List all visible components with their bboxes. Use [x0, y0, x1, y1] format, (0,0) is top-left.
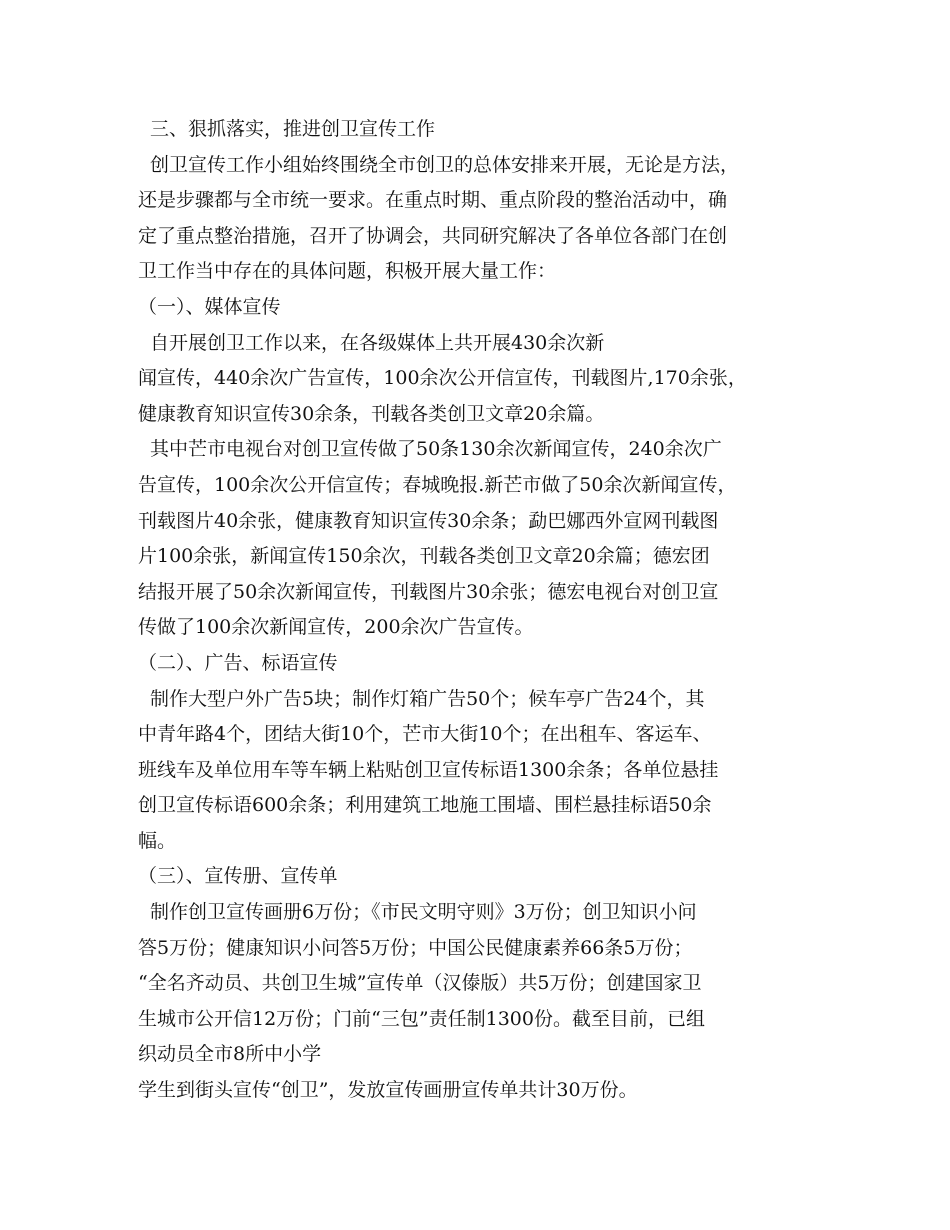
paragraph-line: 还是步骤都与全市统一要求。在重点时期、重点阶段的整治活动中，确	[138, 189, 728, 212]
paragraph-line: 幅。	[138, 829, 177, 852]
paragraph-line: 中青年路4个，团结大街10个，芒市大街10个；在出租车、客运车、	[138, 723, 712, 746]
paragraph-line: “全名齐动员、共创卫生城”宣传单（汉傣版）共5万份；创建国家卫	[138, 972, 702, 995]
subsection-heading: （三）、宣传册、宣传单	[138, 865, 338, 888]
document-body	[138, 112, 828, 1109]
paragraph-line: 片100余张，新闻宣传150余次，刊载各类创卫文章20余篇；德宏团	[138, 545, 710, 568]
paragraph-line: 制作创卫宣传画册6万份；《市民文明守则》3万份；创卫知识小问	[150, 901, 697, 924]
subsection-heading: （二）、广告、标语宣传	[138, 651, 338, 674]
section-heading: 三、狠抓落实，推进创卫宣传工作	[150, 118, 436, 140]
paragraph-line: 织动员全市8所中小学	[138, 1043, 322, 1066]
paragraph-line: 告宣传，100余次公开信宣传；春城晚报.新芒市做了50余次新闻宣传，	[138, 473, 737, 496]
paragraph-line: 创卫宣传工作小组始终围绕全市创卫的总体安排来开展，无论是方法，	[150, 153, 740, 176]
paragraph-line: 自开展创卫工作以来，在各级媒体上共开展430余次新	[150, 331, 605, 354]
paragraph-line: 闻宣传，440余次广告宣传，100余次公开信宣传，刊载图片,170余张，	[138, 367, 747, 390]
paragraph-line: 定了重点整治措施，召开了协调会，共同研究解决了各单位各部门在创	[138, 224, 728, 247]
paragraph-line: 卫工作当中存在的具体问题，积极开展大量工作：	[138, 260, 557, 283]
paragraph-line: 其中芒市电视台对创卫宣传做了50条130余次新闻宣传，240余次广	[150, 438, 722, 461]
paragraph-line: 生城市公开信12万份；门前“三包”责任制1300份。截至目前，已组	[138, 1007, 705, 1030]
paragraph-line: 创卫宣传标语600余条；利用建筑工地施工围墙、围栏悬挂标语50余	[138, 794, 712, 817]
paragraph-line: 答5万份；健康知识小问答5万份；中国公民健康素养66条5万份；	[138, 936, 693, 959]
paragraph-line: 结报开展了50余次新闻宣传，刊载图片30余张；德宏电视台对创卫宣	[138, 580, 719, 603]
paragraph-line: 传做了100余次新闻宣传，200余次广告宣传。	[138, 616, 534, 639]
paragraph-line: 制作大型户外广告5块；制作灯箱广告50个；候车亭广告24个，其	[150, 687, 705, 710]
paragraph-line: 班线车及单位用车等车辆上粘贴创卫宣传标语1300余条；各单位悬挂	[138, 758, 719, 781]
paragraph-line: 学生到街头宣传“创卫”，发放宣传画册宣传单共计30万份。	[138, 1079, 638, 1102]
paragraph-line: 健康教育知识宣传30余条，刊载各类创卫文章20余篇。	[138, 402, 605, 425]
subsection-heading: （一）、媒体宣传	[138, 295, 281, 318]
paragraph-line: 刊载图片40余张，健康教育知识宣传30余条；勐巴娜西外宣网刊载图	[138, 509, 719, 532]
